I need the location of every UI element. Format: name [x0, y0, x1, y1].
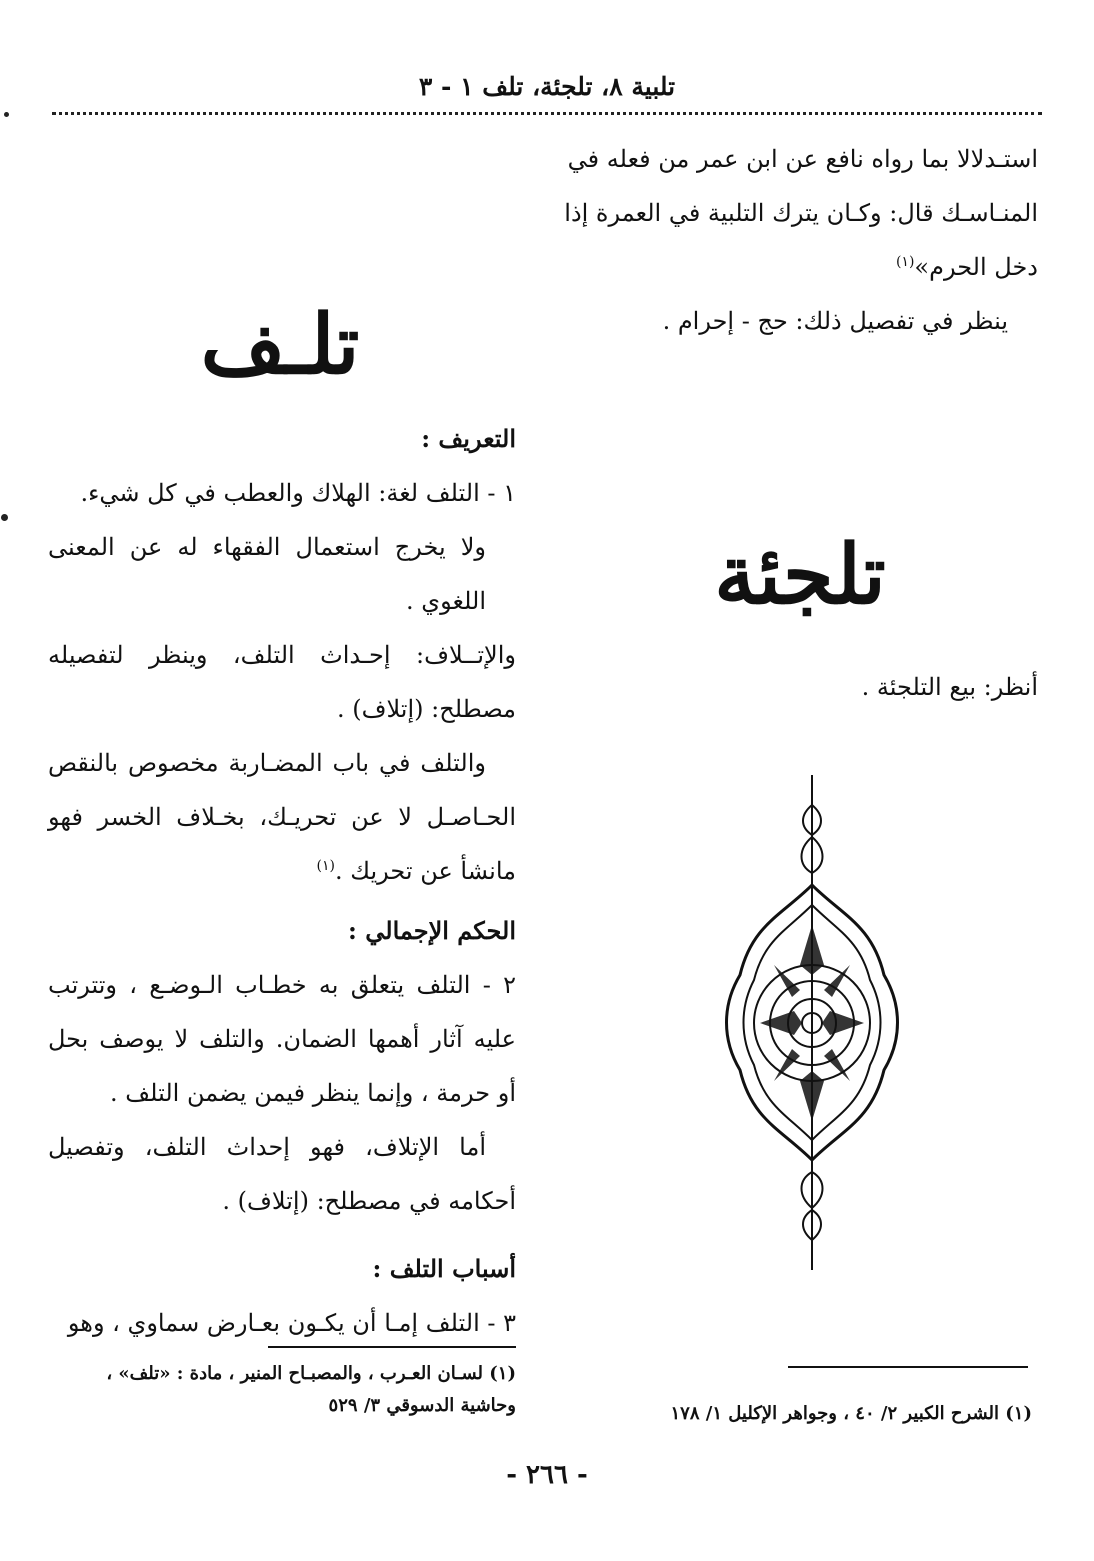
- talaf-entry-body: [48, 412, 516, 1350]
- section-heading-causes: أسباب التلف :: [372, 1254, 516, 1283]
- definition-para-2: ولا يخرج استعمال الفقهاء له عن المعنى اللغوي .: [48, 533, 486, 615]
- causes-para-1: ٣ - التلف إمـا أن يكـون بعـارض سماوي ، وهو: [67, 1309, 516, 1337]
- section-heading-definition: التعريف :: [421, 424, 516, 453]
- ruling-para-2: أما الإتلاف، فهو إحداث التلف، وتفصيل أحكامه في مصطلح: (إتلاف) .: [48, 1133, 516, 1215]
- ruling-para-1: ٢ - التلف يتعلق به خطـاب الـوضـع ، وتترتب عليه آثار أهمها الضمان. والتلف لا يوصف بحل أو حرمة ، وإنما ينظر فيمن يضمن التلف .: [48, 971, 516, 1107]
- left-footnote-rule: [268, 1346, 516, 1348]
- right-footnote-rule: [788, 1366, 1028, 1368]
- continuation-line-1: استـدلالا بما رواه نافع عن ابن عمر من فعله في: [567, 145, 1038, 173]
- taljia-entry-body: [560, 660, 1038, 714]
- definition-para-4: والتلف في باب المضـاربة مخصوص بالنقص الحـاصـل لا عن تحريـك، بخـلاف الخسر فهو مانشأ عن تحريك .$^{(١)}$: [48, 749, 516, 885]
- entry-title-talaf: تلـف: [200, 297, 360, 393]
- scan-edge-mark: [4, 112, 9, 117]
- decorative-ornament: [712, 775, 912, 1270]
- running-head: تلبية ٨، تلجئة، تلف ١ - ٣: [418, 72, 676, 101]
- see-also-line: ينظر في تفصيل ذلك: حج - إحرام .: [662, 307, 1008, 335]
- left-footnote: (١) لسـان العـرب ، والمصبـاح المنير ، مادة : «تلف» ، وحاشية الدسوقي ٣/ ٥٢٩: [106, 1363, 516, 1416]
- right-footnote: (١) الشرح الكبير ٢/ ٤٠ ، وجواهر الإكليل ١/ ١٧٨: [670, 1403, 1032, 1424]
- scan-edge-mark: [1, 514, 8, 521]
- entry-title-taljia: تلجئة: [714, 527, 886, 623]
- section-heading-ruling: الحكم الإجمالي :: [348, 916, 516, 945]
- taljia-see-line: أنظر: بيع التلجئة .: [861, 673, 1038, 701]
- footnote-ref: (١): [316, 858, 335, 874]
- definition-para-3: والإتــلاف: إحـداث التلف، وينظر لتفصيله مصطلح: (إتلاف) .: [48, 641, 516, 723]
- header-dotted-rule: [52, 112, 1042, 115]
- right-column-continuation: [560, 132, 1038, 348]
- continuation-line-3: دخل الحرم»$^{(١)}$: [895, 253, 1038, 281]
- continuation-line-2: المنـاسـك قال: وكـان يترك التلبية في العمرة إذا: [564, 199, 1038, 227]
- definition-para-1: ١ - التلف لغة: الهلاك والعطب في كل شيء.: [80, 479, 516, 507]
- page-number: - ٢٦٦ -: [506, 1460, 588, 1490]
- footnote-ref: (١): [895, 254, 915, 270]
